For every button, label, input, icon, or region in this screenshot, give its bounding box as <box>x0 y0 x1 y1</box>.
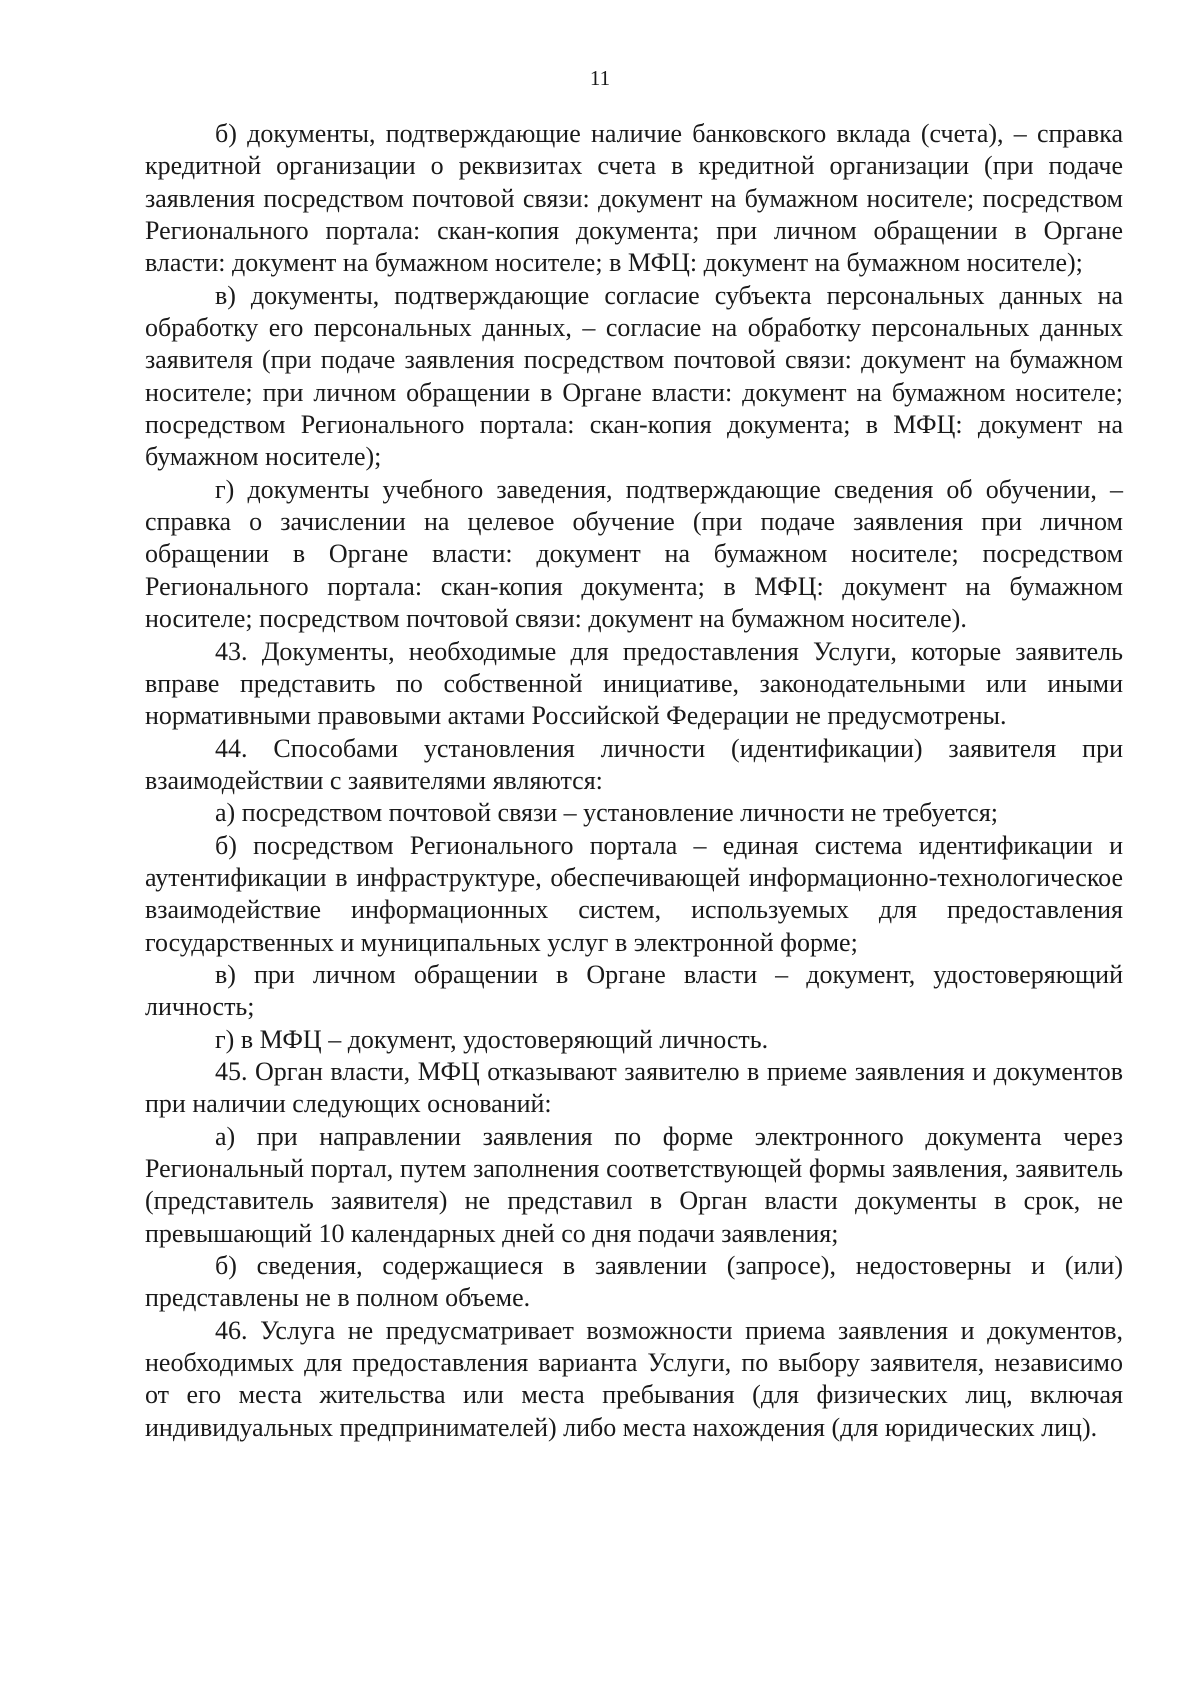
paragraph-44-a: а) посредством почтовой связи – установление личности не требуется; <box>215 798 998 828</box>
paragraph-45-a: а) при направлении заявления по форме электронного документа через Региональный портал, путем заполнения соответствующей формы заявления, заявитель (представитель заявителя) не представил в Орган власти документы в срок, не превышающий 10 календарных дней со дня подачи заявления; <box>145 1121 1123 1248</box>
paragraph-b-bank-documents: б) документы, подтверждающие наличие банковского вклада (счета), – справка кредитной организации о реквизитах счета в кредитной организации (при подаче заявления посредством почтовой связи: документ на бумажном носителе; посредством Регионального портала: скан-копия документа; при личном обращении в Органе власти: документ на бумажном носителе; в МФЦ: документ на бумажном носителе); <box>145 119 1123 278</box>
paragraph-g-education-documents: г) документы учебного заведения, подтверждающие сведения об обучении, – справка о зачислении на целевое обучение (при подаче заявления при личном обращении в Органе власти: документ на бумажном носителе; посредством Регионального портала: скан-копия документа; в МФЦ: документ на бумажном носителе; посредством почтовой связи: документ на бумажном носителе). <box>145 474 1123 634</box>
paragraph-45: 45. Орган власти, МФЦ отказывают заявителю в приеме заявления и документов при наличии следующих оснований: <box>145 1056 1123 1119</box>
paragraph-44-v: в) при личном обращении в Органе власти – документ, удостоверяющий личность; <box>145 959 1123 1022</box>
paragraph-v-consent-documents: в) документы, подтверждающие согласие субъекта персональных данных на обработку его персональных данных, – согласие на обработку персональных данных заявителя (при подаче заявления посредством почтовой связи: документ на бумажном носителе; при личном обращении в Органе власти: документ на бумажном носителе; посредством Регионального портала: скан-копия документа; в МФЦ: документ на бумажном носителе); <box>145 280 1123 472</box>
page-number: 11 <box>589 66 611 90</box>
paragraph-44-b: б) посредством Регионального портала – единая система идентификации и аутентификации в инфраструктуре, обеспечивающей информационно-технологическое взаимодействие информационных систем, используемых для предоставления государственных и муниципальных услуг в электронной форме; <box>145 830 1123 957</box>
paragraph-45-b: б) сведения, содержащиеся в заявлении (запросе), недостоверны и (или) представлены не в полном объеме. <box>145 1251 1123 1313</box>
paragraph-43: 43. Документы, необходимые для предоставления Услуги, которые заявитель вправе представить по собственной инициативе, законодательными или иными нормативными правовыми актами Российской Федерации не предусмотрены. <box>145 636 1123 731</box>
paragraph-44: 44. Способами установления личности (идентификации) заявителя при взаимодействии с заявителями являются: <box>145 733 1123 795</box>
document-body <box>145 118 1123 1444</box>
paragraph-46: 46. Услуга не предусматривает возможности приема заявления и документов, необходимых для предоставления варианта Услуги, по выбору заявителя, независимо от его места жительства или места пребывания (для физических лиц, включая индивидуальных предпринимателей) либо места нахождения (для юридических лиц). <box>145 1315 1123 1442</box>
paragraph-44-g: г) в МФЦ – документ, удостоверяющий личность. <box>215 1024 769 1054</box>
